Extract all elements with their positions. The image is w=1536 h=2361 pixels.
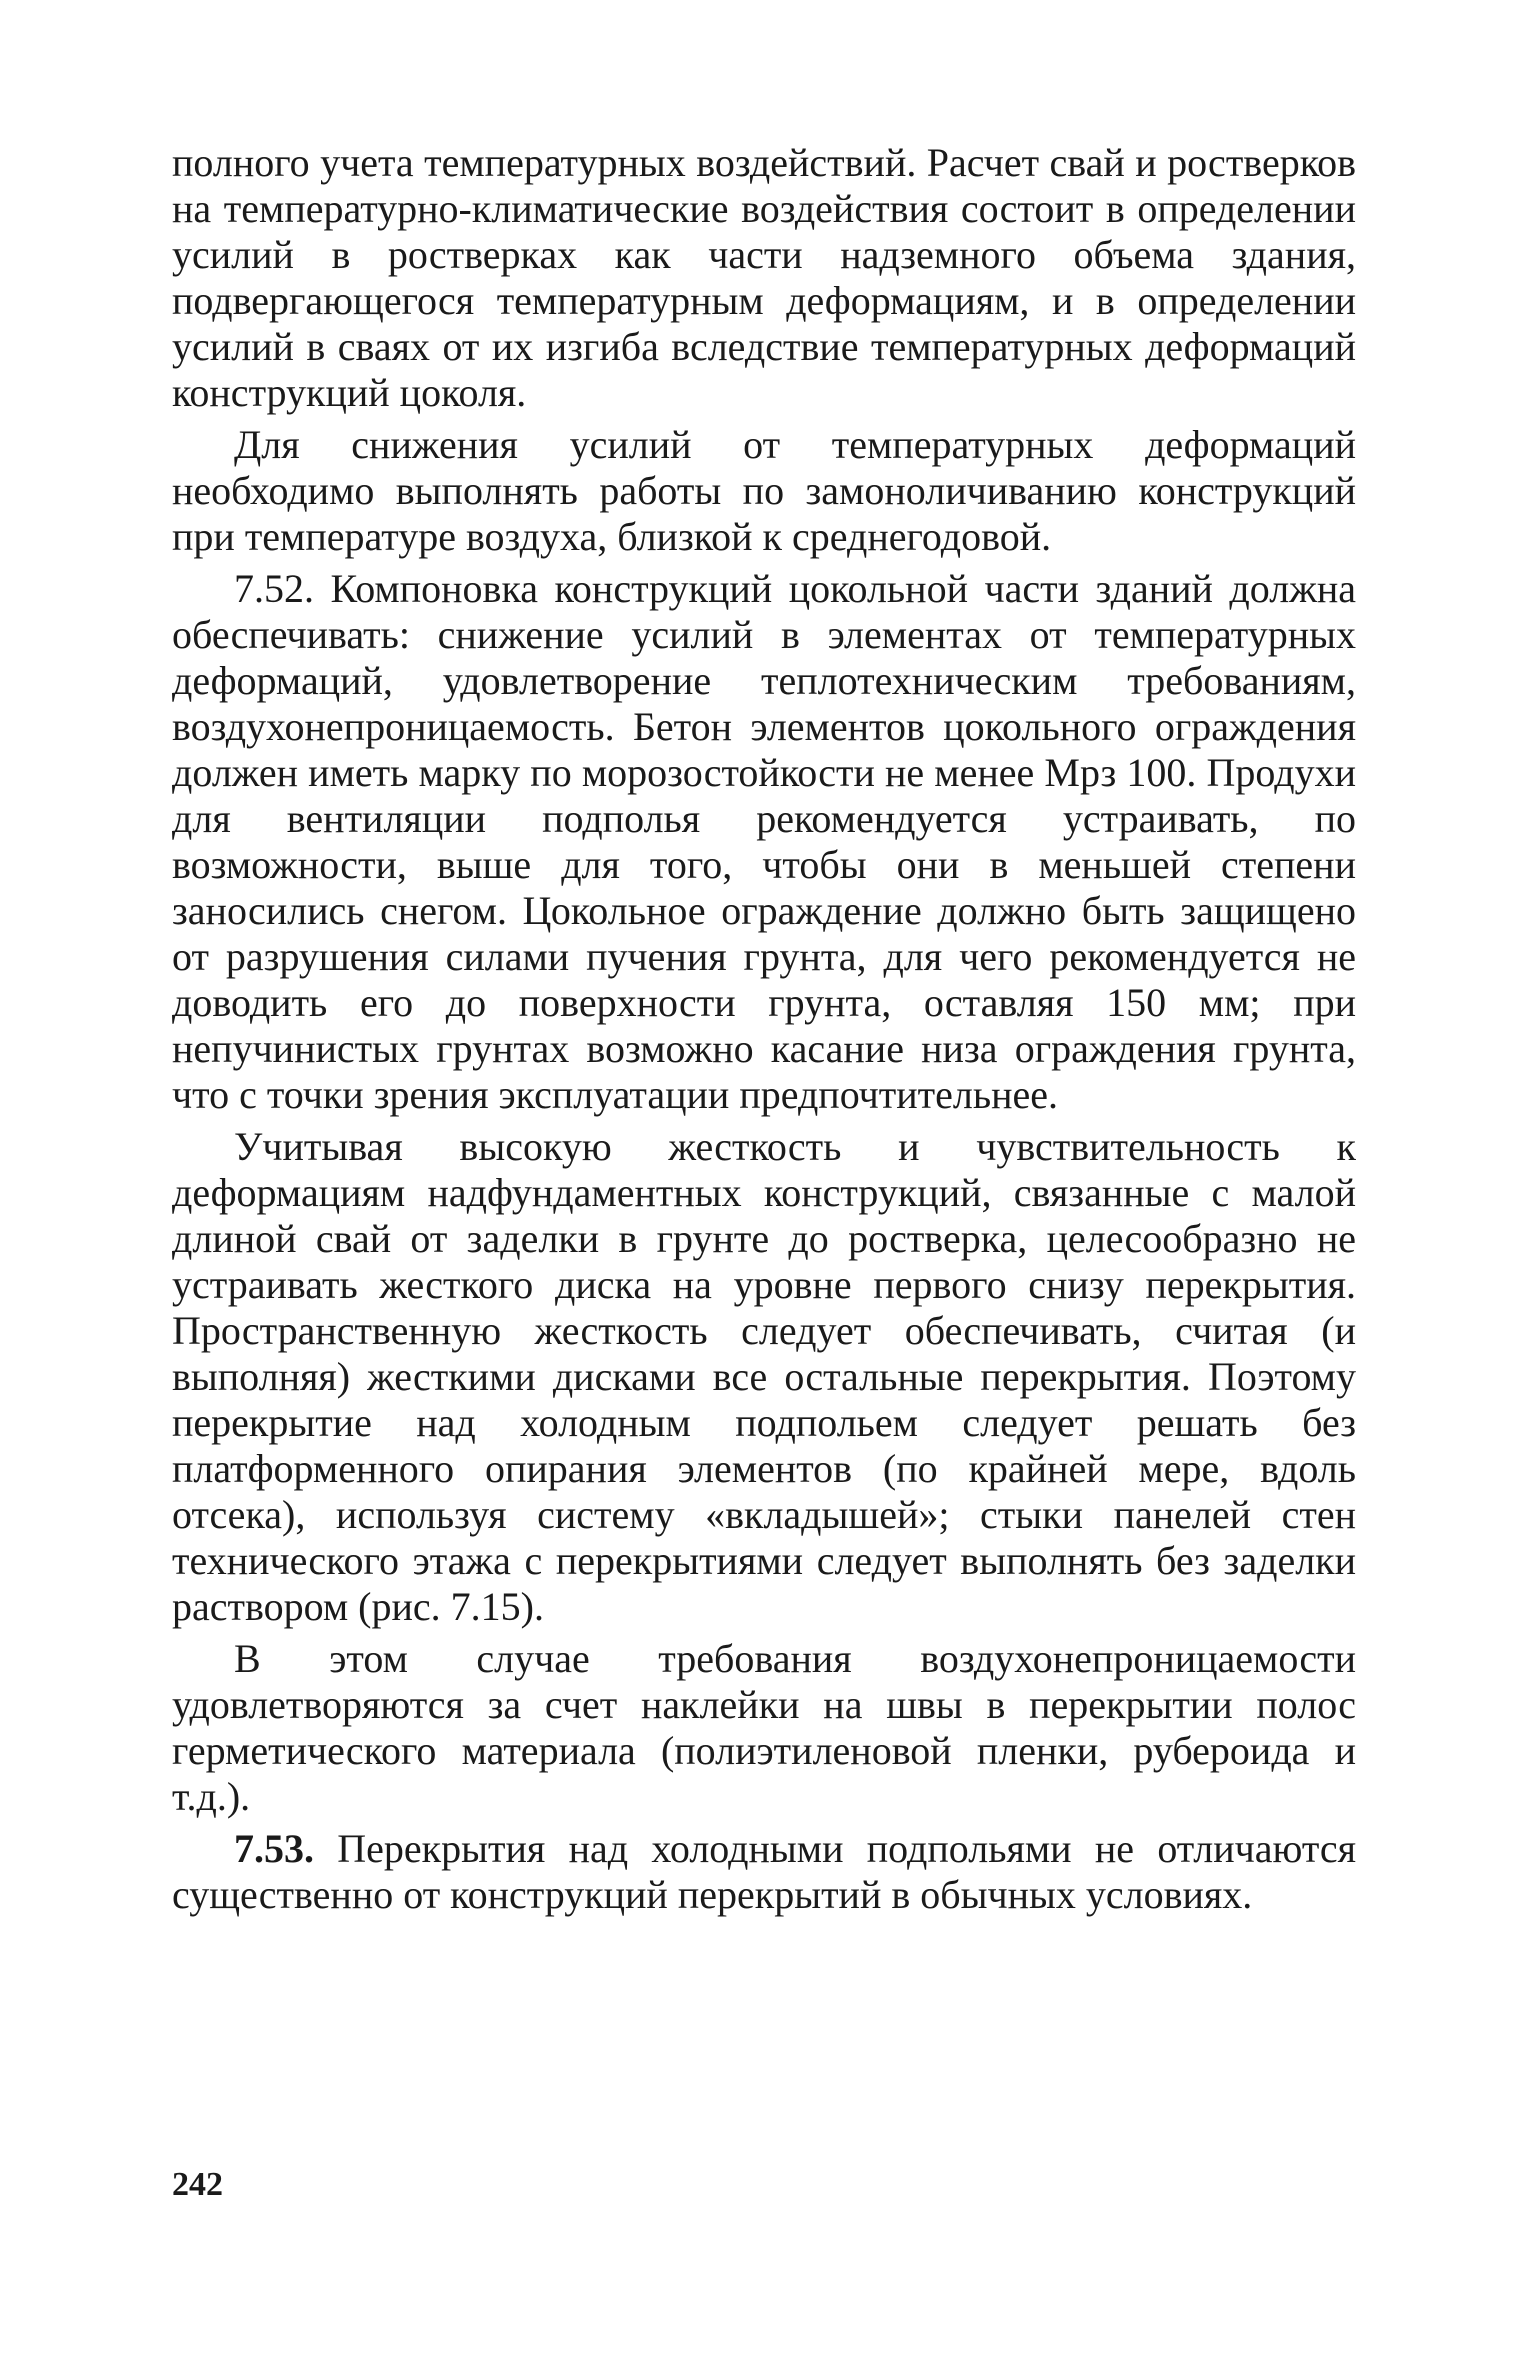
paragraph-text: Для снижения усилий от температурных деформаций необходимо выполнять работы по замоноличиванию конструкций при температуре воздуха, близкой к среднегодовой.	[172, 422, 1356, 559]
paragraph-airtightness	[172, 1636, 1356, 1820]
page-text	[172, 140, 1356, 1918]
paragraph-text: Перекрытия над холодными подпольями не отличаются существенно от конструкций перекрытий в обычных условиях.	[172, 1826, 1356, 1917]
paragraph-text: полного учета температурных воздействий. Расчет свай и ростверков на температурно-климатические воздействия состоит в определении усилий в ростверках как части надземного объема здания, подвергающегося температурным деформациям, и в определении усилий в сваях от их изгиба вследствие температурных деформаций конструкций цоколя.	[172, 140, 1356, 415]
section-7-52	[172, 566, 1356, 1118]
paragraph-stiffness	[172, 1124, 1356, 1630]
paragraph-continuation	[172, 140, 1356, 416]
paragraph-text: В этом случае требования воздухонепроницаемости удовлетворяются за счет наклейки на швы в перекрытии полос герметического материала (полиэтиленовой пленки, рубероида и т.д.).	[172, 1636, 1356, 1819]
section-number: 7.53.	[234, 1826, 314, 1871]
section-7-53	[172, 1826, 1356, 1918]
paragraph-text: Компоновка конструкций цокольной части зданий должна обеспечивать: снижение усилий в элементах от температурных деформаций, удовлетворение теплотехническим требованиям, воздухонепроницаемость. Бетон элементов цокольного ограждения должен иметь марку по морозостойкости не менее Мрз 100. Продухи для вентиляции подполья рекомендуется устраивать, по возможности, выше для того, чтобы они в меньшей степени заносились снегом. Цокольное ограждение должно быть защищено от разрушения силами пучения грунта, для чего рекомендуется не доводить его до поверхности грунта, оставляя 150 мм; при непучинистых грунтах возможно касание низа ограждения грунта, что с точки зрения эксплуатации предпочтительнее.	[172, 566, 1356, 1117]
paragraph-temperature-deformation	[172, 422, 1356, 560]
page-number: 242	[172, 2166, 223, 2203]
section-number: 7.52.	[234, 566, 314, 611]
paragraph-text: Учитывая высокую жесткость и чувствительность к деформациям надфундаментных конструкций, связанные с малой длиной свай от заделки в грунте до ростверка, целесообразно не устраивать жесткого диска на уровне первого снизу перекрытия. Пространственную жесткость следует обеспечивать, считая (и выполняя) жесткими дисками все остальные перекрытия. Поэтому перекрытие над холодным подпольем следует решать без платформенного опирания элементов (по крайней мере, вдоль отсека), используя систему «вкладышей»; стыки панелей стен технического этажа с перекрытиями следует выполнять без заделки раствором (рис. 7.15).	[172, 1124, 1356, 1629]
